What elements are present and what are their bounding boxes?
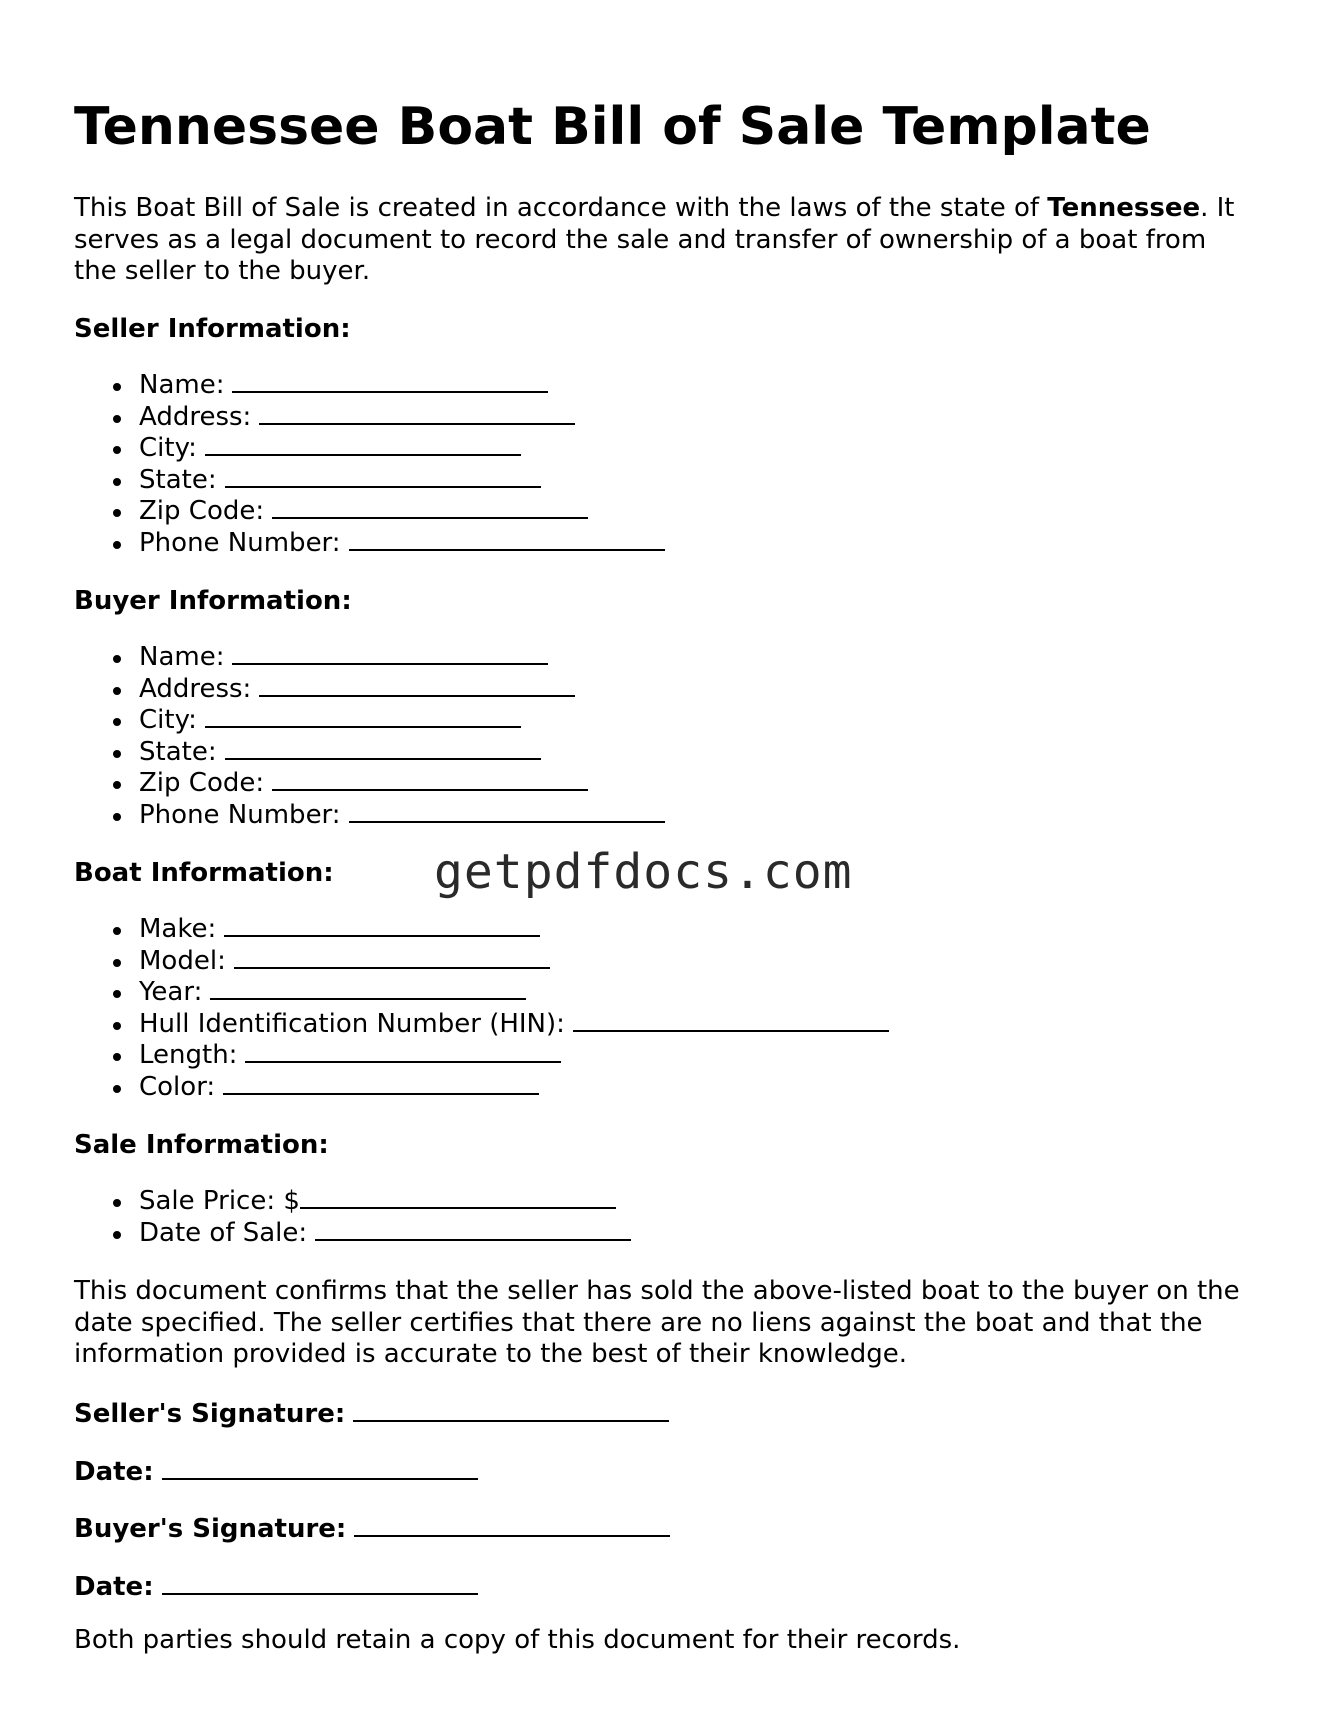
sale-price-field — [139, 1186, 631, 1218]
seller-address-blank[interactable] — [259, 403, 575, 425]
boat-model-blank[interactable] — [234, 947, 550, 969]
boat-make-field — [139, 914, 889, 946]
seller-state-field — [139, 465, 665, 497]
seller-date-label: Date: — [74, 1457, 154, 1487]
buyer-signature-line — [74, 1514, 670, 1546]
seller-city-blank[interactable] — [205, 434, 521, 456]
confirmation-paragraph: This document confirms that the seller has sold the above-listed boat to the buyer on the date specified. The seller certifies that there are no liens against the boat and that the information provided is accurate to the best of their knowledge. — [74, 1276, 1240, 1369]
field-label: State: — [139, 464, 217, 495]
field-label: City: — [139, 705, 197, 735]
boat-field-list — [74, 914, 889, 1103]
buyer-field-list — [74, 642, 665, 831]
seller-signature-label: Seller's Signature: — [74, 1399, 346, 1429]
buyer-date-blank[interactable] — [162, 1573, 478, 1595]
buyer-city-blank[interactable] — [205, 706, 521, 728]
buyer-zip-blank[interactable] — [272, 769, 588, 791]
boat-year-blank[interactable] — [210, 978, 526, 1000]
boat-color-field — [139, 1072, 889, 1104]
buyer-date-line — [74, 1572, 478, 1604]
field-label: Model: — [139, 945, 226, 976]
buyer-phone-field — [139, 800, 665, 832]
seller-signature-line — [74, 1399, 669, 1431]
boat-make-blank[interactable] — [224, 915, 540, 937]
sale-field-list — [74, 1186, 631, 1249]
field-label: Date of Sale: — [139, 1217, 308, 1248]
watermark: getpdfdocs.com — [434, 844, 853, 900]
field-label: Address: — [139, 401, 252, 432]
page-title: Tennessee Boat Bill of Sale Template — [74, 97, 1151, 157]
intro-state: Tennessee — [1047, 193, 1201, 223]
field-label: Hull Identification Number (HIN): — [139, 1008, 565, 1039]
field-label: City: — [139, 433, 197, 463]
boat-model-field — [139, 946, 889, 978]
seller-state-blank[interactable] — [225, 466, 541, 488]
field-label: Length: — [139, 1040, 238, 1070]
closing-note: Both parties should retain a copy of this document for their records. — [74, 1625, 961, 1655]
boat-year-field — [139, 977, 889, 1009]
seller-heading: Seller Information: — [74, 314, 351, 344]
boat-hin-blank[interactable] — [573, 1010, 889, 1032]
seller-phone-field — [139, 528, 665, 560]
boat-length-field — [139, 1040, 889, 1072]
seller-name-field — [139, 370, 665, 402]
field-label: Phone Number: — [139, 527, 341, 558]
buyer-signature-label: Buyer's Signature: — [74, 1514, 347, 1544]
buyer-signature-blank[interactable] — [354, 1515, 670, 1537]
field-label: Zip Code: — [139, 768, 265, 798]
field-label: Phone Number: — [139, 799, 341, 830]
buyer-name-field — [139, 642, 665, 674]
sale-date-blank[interactable] — [315, 1219, 631, 1241]
sale-heading: Sale Information: — [74, 1130, 329, 1160]
field-label: Color: — [139, 1071, 216, 1102]
intro-text-before: This Boat Bill of Sale is created in accordance with the laws of the state of — [74, 193, 1048, 223]
buyer-heading: Buyer Information: — [74, 586, 352, 616]
buyer-address-field — [139, 674, 665, 706]
intro-paragraph — [74, 193, 1254, 288]
field-label: Make: — [139, 914, 217, 944]
buyer-city-field — [139, 705, 665, 737]
field-label: Sale Price: $ — [139, 1186, 300, 1216]
boat-hin-field — [139, 1009, 889, 1041]
field-label: Name: — [139, 370, 225, 400]
seller-zip-field — [139, 496, 665, 528]
seller-date-blank[interactable] — [162, 1458, 478, 1480]
seller-address-field — [139, 402, 665, 434]
seller-signature-blank[interactable] — [353, 1400, 669, 1422]
seller-name-blank[interactable] — [232, 371, 548, 393]
field-label: Zip Code: — [139, 496, 265, 526]
intro-text-after: . It serves as a legal document to record the sale and transfer of ownership of a boat from the seller to the buyer. — [74, 193, 1235, 286]
buyer-state-blank[interactable] — [225, 738, 541, 760]
field-label: State: — [139, 736, 217, 767]
seller-zip-blank[interactable] — [272, 497, 588, 519]
boat-length-blank[interactable] — [245, 1041, 561, 1063]
seller-field-list — [74, 370, 665, 559]
buyer-zip-field — [139, 768, 665, 800]
field-label: Name: — [139, 642, 225, 672]
buyer-date-label: Date: — [74, 1572, 154, 1602]
field-label: Address: — [139, 673, 252, 704]
sale-price-blank[interactable] — [300, 1187, 616, 1209]
seller-phone-blank[interactable] — [349, 529, 665, 551]
field-label: Year: — [139, 977, 203, 1007]
sale-date-field — [139, 1218, 631, 1250]
seller-city-field — [139, 433, 665, 465]
buyer-name-blank[interactable] — [232, 643, 548, 665]
buyer-address-blank[interactable] — [259, 675, 575, 697]
buyer-phone-blank[interactable] — [349, 801, 665, 823]
boat-color-blank[interactable] — [223, 1073, 539, 1095]
buyer-state-field — [139, 737, 665, 769]
boat-heading: Boat Information: — [74, 858, 334, 888]
seller-date-line — [74, 1457, 478, 1489]
